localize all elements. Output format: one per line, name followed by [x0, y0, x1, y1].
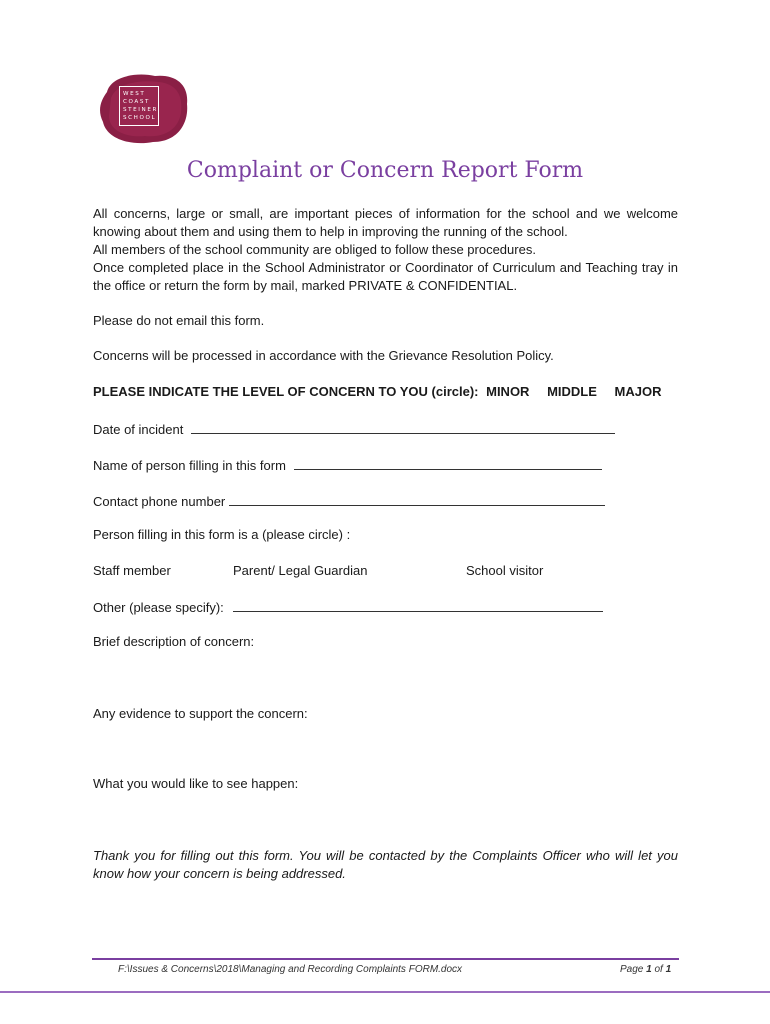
level-major-option[interactable]: MAJOR: [614, 384, 662, 399]
logo-line: COAST: [123, 99, 151, 105]
page-of: of: [651, 964, 666, 975]
phone-field-row: [93, 491, 605, 511]
footer-divider: [92, 958, 679, 960]
role-visitor-option[interactable]: School visitor: [466, 563, 544, 578]
date-field[interactable]: [191, 419, 615, 434]
name-label: Name of person filling in this form: [93, 458, 286, 473]
concern-level-row: [93, 383, 662, 401]
date-field-row: [93, 419, 615, 439]
logo-wordmark: [119, 86, 159, 126]
description-area[interactable]: [93, 655, 678, 700]
name-field[interactable]: [294, 455, 602, 470]
outcome-area[interactable]: [93, 797, 678, 842]
phone-label: Contact phone number: [93, 494, 226, 509]
level-minor-option[interactable]: MINOR: [486, 384, 530, 399]
other-field-row: [93, 597, 603, 617]
other-label: Other (please specify):: [93, 600, 224, 615]
level-middle-option[interactable]: MIDDLE: [547, 384, 597, 399]
footer-page-number: [620, 964, 671, 975]
role-parent-option[interactable]: Parent/ Legal Guardian: [233, 563, 368, 578]
page-bottom-divider: [0, 991, 770, 993]
page-prefix: Page: [620, 964, 647, 975]
intro-paragraph-1: All concerns, large or small, are important pieces of information for the school and we welcome knowing about them and using them to help in improving the running of the school.: [93, 206, 678, 239]
name-field-row: [93, 455, 602, 475]
footer-file-path: F:\Issues & Concerns\2018\Managing and Recording Complaints FORM.docx: [118, 964, 463, 975]
closing-message: Thank you for filling out this form. You will be contacted by the Complaints Officer who will let you know how your concern is being addressed.: [93, 848, 678, 881]
no-email-note: Please do not email this form.: [93, 313, 265, 328]
policy-note: Concerns will be processed in accordance with the Grievance Resolution Policy.: [93, 348, 554, 363]
page-current: 1: [646, 964, 652, 975]
description-label: Brief description of concern:: [93, 634, 255, 649]
outcome-label: What you would like to see happen:: [93, 776, 299, 791]
phone-field[interactable]: [229, 491, 605, 506]
intro-paragraph-2: All members of the school community are obliged to follow these procedures.: [93, 242, 536, 257]
other-field[interactable]: [233, 597, 603, 612]
logo-line: SCHOOL: [123, 115, 157, 121]
role-staff-option[interactable]: Staff member: [93, 563, 171, 578]
intro-paragraph-3: Once completed place in the School Administrator or Coordinator of Curriculum and Teaching tray in the office or return the form by mail, marked PRIVATE & CONFIDENTIAL.: [93, 260, 678, 293]
concern-level-prompt: PLEASE INDICATE THE LEVEL OF CONCERN TO YOU (circle):: [93, 384, 479, 399]
school-logo: [97, 72, 191, 146]
page-total: 1: [665, 964, 672, 975]
role-prompt: Person filling in this form is a (please circle) :: [93, 527, 351, 542]
logo-line: WEST: [123, 91, 146, 97]
logo-line: STEINER: [123, 107, 158, 113]
date-label: Date of incident: [93, 422, 184, 437]
page-title: Complaint or Concern Report Form: [186, 158, 584, 183]
evidence-label: Any evidence to support the concern:: [93, 706, 308, 721]
evidence-area[interactable]: [93, 727, 678, 772]
